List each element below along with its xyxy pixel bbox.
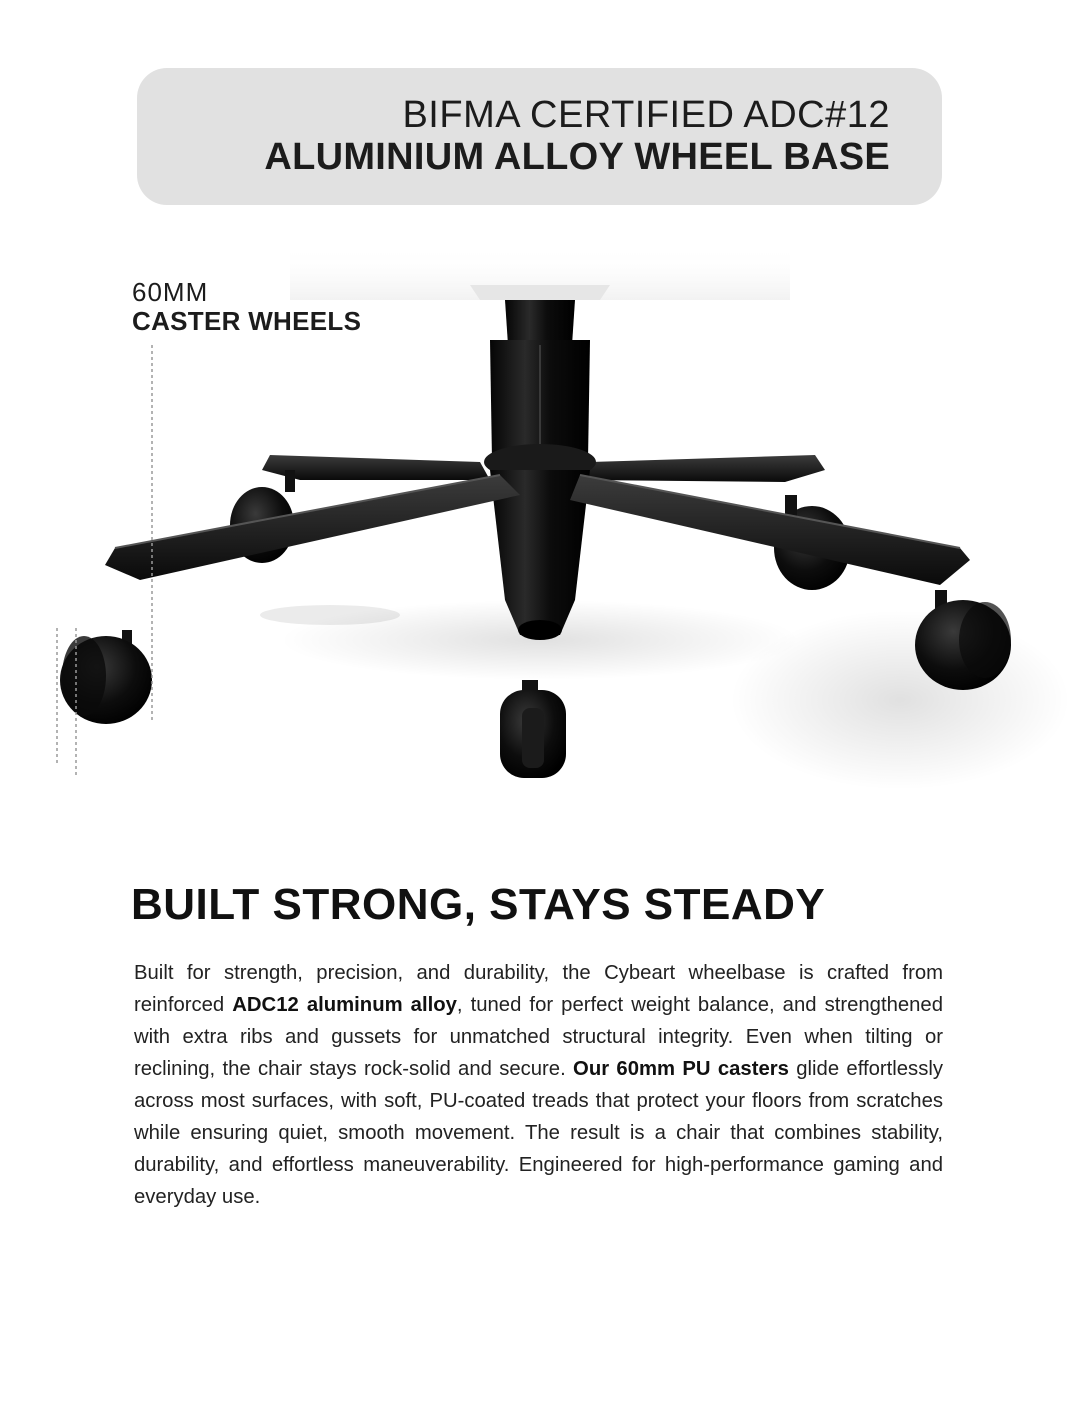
body-text-bold-alloy: ADC12 aluminum alloy bbox=[232, 994, 457, 1016]
header-certification: BIFMA CERTIFIED ADC#12 bbox=[402, 94, 890, 136]
header-card bbox=[137, 68, 942, 205]
section-body bbox=[134, 957, 943, 1213]
chair-wheel-base-image bbox=[0, 230, 1080, 830]
body-text-bold-casters: Our 60mm PU casters bbox=[573, 1058, 789, 1080]
body-text-part3: glide effortlessly across most surfaces, with soft, PU-coated treads that protect your floors from scratches while ensuring quiet, smooth movement. The result is a chair that combines stability, durability, and effortless maneuverability. Engineered for high-performance gaming and everyday use. bbox=[134, 1058, 943, 1208]
base-arm-back-right bbox=[585, 455, 825, 482]
base-arm-front-left bbox=[105, 475, 520, 580]
body-text-part2: , tuned for perfect weight balance, and strengthened with extra ribs and gussets for unmatched structural integrity. Even when tilting or reclining, the chair stays rock-solid and secure. bbox=[134, 994, 943, 1080]
section-title: BUILT STRONG, STAYS STEADY bbox=[131, 880, 826, 929]
base-arm-front-right bbox=[570, 475, 970, 585]
floor-shadow bbox=[260, 605, 400, 625]
body-text-part1: Built for strength, precision, and durability, the Cybeart wheelbase is crafted from reinforced bbox=[134, 962, 943, 1016]
header-title: ALUMINIUM ALLOY WHEEL BASE bbox=[264, 136, 890, 178]
base-arm-back-left bbox=[262, 455, 490, 480]
caster-size: 60MM bbox=[132, 277, 209, 307]
gas-lift-cylinder bbox=[505, 300, 575, 345]
caster-name: CASTER WHEELS bbox=[132, 306, 362, 336]
seat-mechanism bbox=[470, 285, 610, 300]
